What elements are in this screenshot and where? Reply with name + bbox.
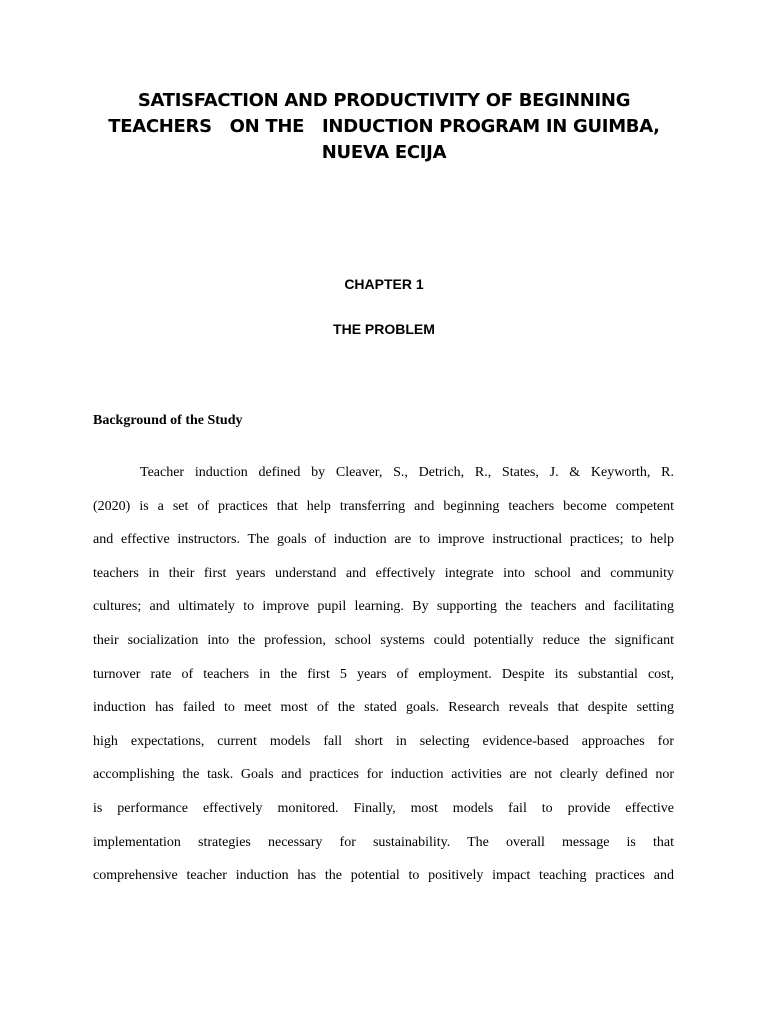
paragraph-line: their socialization into the profession, school systems could potentially reduce the significant [93,632,674,648]
document-title: SATISFACTION AND PRODUCTIVITY OF BEGINNING TEACHERS ON THE INDUCTION PROGRAM IN GUIMBA, NUEVA ECIJA [108,90,660,163]
paragraph-line: comprehensive teacher induction has the potential to positively impact teaching practices and [93,868,674,884]
paragraph-line: teachers in their first years understand and effectively integrate into school and community [93,565,674,581]
chapter-number: CHAPTER 1 [344,276,424,292]
paragraph-line: (2020) is a set of practices that help transferring and beginning teachers become competent [93,498,674,514]
paragraph-line: and effective instructors. The goals of induction are to improve instructional practices; to help [93,532,674,548]
paragraph-line: implementation strategies necessary for sustainability. The overall message is that [93,834,674,850]
section-heading: Background of the Study [93,413,243,428]
paragraph-line: turnover rate of teachers in the first 5 years of employment. Despite its substantial cost, [93,666,674,682]
body-paragraph [93,456,674,893]
paragraph-line: induction has failed to meet most of the stated goals. Research reveals that despite setting [93,700,674,716]
paragraph-line: high expectations, current models fall short in selecting evidence-based approaches for [93,733,674,749]
paragraph-line: is performance effectively monitored. Finally, most models fail to provide effective [93,800,674,816]
paragraph-line: cultures; and ultimately to improve pupil learning. By supporting the teachers and facilitating [93,599,674,615]
chapter-title: THE PROBLEM [333,321,435,337]
paragraph-line: Teacher induction defined by Cleaver, S., Detrich, R., States, J. & Keyworth, R. [140,465,674,480]
paragraph-line: accomplishing the task. Goals and practices for induction activities are not clearly defined nor [93,767,674,783]
